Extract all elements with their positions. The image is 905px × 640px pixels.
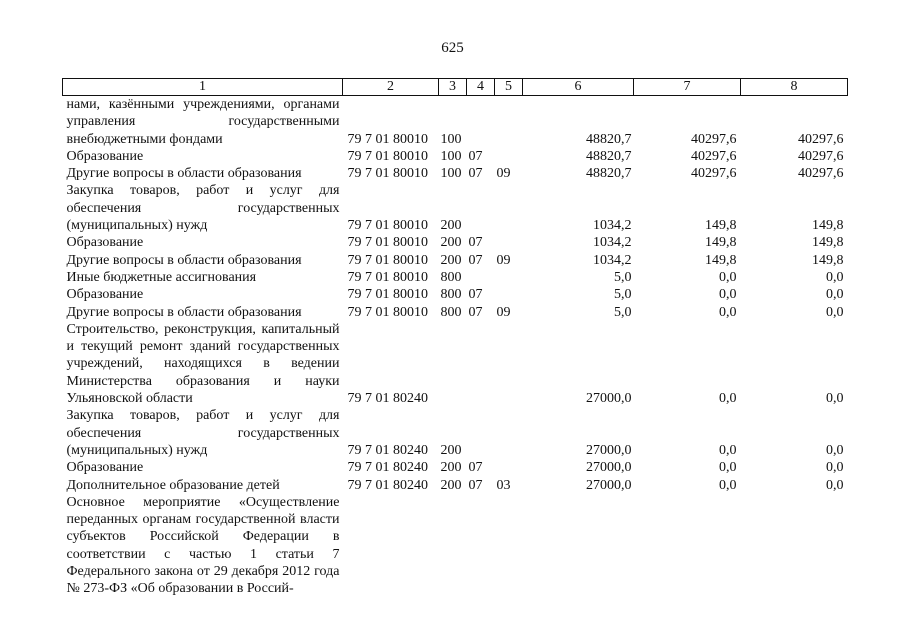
amount-col7-cell: 0,0 — [719, 269, 737, 285]
row-name-cell: Основное мероприятие «Осуществление переданных органам государственной власти субъектов Российской Федерации в соответствии с частью 1 статьи 7 Федерального закона от 29 декабря 2012 года № 273-ФЗ «Об образовании в Россий- — [66, 494, 340, 597]
budget-table — [62, 78, 848, 598]
subsection-cell — [495, 407, 523, 459]
subsection-cell — [495, 269, 523, 286]
subsection-cell — [495, 234, 523, 251]
amount-col6-cell: 1034,2 — [593, 252, 632, 268]
amount-col8-cell: 40297,6 — [798, 148, 844, 164]
table-row — [63, 304, 848, 321]
subsection-cell — [495, 321, 523, 407]
amount-col7-cell — [634, 494, 741, 598]
amount-col8-cell: 0,0 — [826, 287, 844, 303]
subsection-cell — [495, 494, 523, 598]
amount-col6-cell: 1034,2 — [593, 235, 632, 251]
table-row — [63, 252, 848, 269]
row-name-cell: Иные бюджетные ассигнования — [66, 269, 257, 285]
table-body — [63, 96, 848, 598]
expense-type-cell: 200 — [440, 235, 462, 251]
row-name-cell: Образование — [66, 287, 144, 303]
subsection-cell — [495, 286, 523, 303]
section-cell: 07 — [468, 477, 483, 493]
amount-col7-cell: 0,0 — [719, 304, 737, 320]
expense-type-cell: 200 — [440, 477, 462, 493]
table-row — [63, 96, 848, 148]
column-header-3: 3 — [439, 79, 467, 96]
expense-type-cell — [439, 321, 467, 407]
amount-col6-cell: 27000,0 — [586, 442, 632, 458]
amount-col6-cell: 5,0 — [614, 304, 632, 320]
row-name-cell: Образование — [66, 235, 144, 251]
amount-col6-cell: 48820,7 — [586, 166, 632, 182]
target-article-cell: 79 7 01 80010 — [347, 252, 428, 268]
row-name-cell: Другие вопросы в области образования — [66, 304, 302, 320]
expense-type-cell: 800 — [440, 304, 462, 320]
target-article-cell: 79 7 01 80240 — [347, 460, 428, 476]
amount-col8-cell: 0,0 — [826, 460, 844, 476]
amount-col7-cell: 0,0 — [719, 391, 737, 407]
amount-col8-cell: 0,0 — [826, 269, 844, 285]
table-row — [63, 234, 848, 251]
section-cell — [467, 407, 495, 459]
subsection-cell: 09 — [496, 166, 511, 182]
section-cell: 07 — [468, 460, 483, 476]
subsection-cell — [495, 148, 523, 165]
expense-type-cell: 100 — [440, 166, 462, 182]
column-header-5: 5 — [495, 79, 523, 96]
target-article-cell: 79 7 01 80010 — [347, 166, 428, 182]
table-row — [63, 321, 848, 407]
amount-col8-cell: 40297,6 — [798, 166, 844, 182]
table-row — [63, 477, 848, 494]
page-number: 625 — [441, 40, 464, 56]
expense-type-cell: 200 — [440, 460, 462, 476]
amount-col8-cell: 0,0 — [826, 442, 844, 458]
table-row — [63, 269, 848, 286]
amount-col7-cell: 40297,6 — [691, 131, 737, 147]
target-article-cell: 79 7 01 80010 — [347, 131, 428, 147]
amount-col8-cell — [741, 494, 848, 598]
amount-col7-cell: 40297,6 — [691, 148, 737, 164]
section-cell — [467, 269, 495, 286]
column-number-header-row — [63, 79, 848, 96]
row-name-cell: нами, казёнными учреждениями, органами управления государственными внебюджетными фондами — [66, 97, 340, 147]
subsection-cell: 09 — [496, 252, 511, 268]
amount-col7-cell: 149,8 — [705, 252, 737, 268]
subsection-cell — [495, 182, 523, 234]
row-name-cell: Закупка товаров, работ и услуг для обеспечения государственных (муниципальных) нужд — [66, 183, 340, 234]
row-name-cell: Образование — [66, 148, 144, 164]
amount-col6-cell: 5,0 — [614, 287, 632, 303]
section-cell: 07 — [468, 148, 483, 164]
column-header-1: 1 — [63, 79, 343, 96]
amount-col8-cell: 149,8 — [812, 235, 844, 251]
target-article-cell: 79 7 01 80240 — [347, 442, 428, 458]
subsection-cell — [495, 96, 523, 148]
table-row — [63, 494, 848, 598]
subsection-cell — [495, 459, 523, 476]
expense-type-cell — [439, 494, 467, 598]
expense-type-cell: 100 — [440, 131, 462, 147]
section-cell: 07 — [468, 287, 483, 303]
section-cell — [467, 321, 495, 407]
row-name-cell: Другие вопросы в области образования — [66, 252, 302, 268]
section-cell: 07 — [468, 235, 483, 251]
table-row — [63, 407, 848, 459]
section-cell: 07 — [468, 166, 483, 182]
amount-col6-cell: 27000,0 — [586, 460, 632, 476]
column-header-4: 4 — [467, 79, 495, 96]
section-cell — [467, 96, 495, 148]
amount-col7-cell: 0,0 — [719, 442, 737, 458]
expense-type-cell: 100 — [440, 148, 462, 164]
amount-col7-cell: 149,8 — [705, 218, 737, 234]
amount-col6-cell: 48820,7 — [586, 148, 632, 164]
amount-col7-cell: 149,8 — [705, 235, 737, 251]
column-header-6: 6 — [523, 79, 634, 96]
table-row — [63, 459, 848, 476]
table-row — [63, 182, 848, 234]
target-article-cell: 79 7 01 80010 — [347, 269, 428, 285]
expense-type-cell: 200 — [440, 442, 462, 458]
row-name-cell: Строительство, реконструкция, капитальный и текущий ремонт зданий государственных учреждений, находящихся в ведении Министерства образования и науки Ульяновской области — [66, 321, 340, 407]
amount-col6-cell: 27000,0 — [586, 477, 632, 493]
amount-col7-cell: 40297,6 — [691, 166, 737, 182]
section-cell: 07 — [468, 304, 483, 320]
amount-col8-cell: 0,0 — [826, 391, 844, 407]
table-row — [63, 286, 848, 303]
amount-col8-cell: 40297,6 — [798, 131, 844, 147]
table-row — [63, 148, 848, 165]
amount-col7-cell: 0,0 — [719, 287, 737, 303]
amount-col6-cell: 48820,7 — [586, 131, 632, 147]
target-article-cell: 79 7 01 80010 — [347, 304, 428, 320]
amount-col8-cell: 149,8 — [812, 252, 844, 268]
target-article-cell: 79 7 01 80010 — [347, 148, 428, 164]
table-row — [63, 165, 848, 182]
amount-col7-cell: 0,0 — [719, 477, 737, 493]
target-article-cell: 79 7 01 80010 — [347, 287, 428, 303]
subsection-cell: 09 — [496, 304, 511, 320]
section-cell — [467, 182, 495, 234]
expense-type-cell: 800 — [440, 287, 462, 303]
section-cell: 07 — [468, 252, 483, 268]
column-header-7: 7 — [634, 79, 741, 96]
column-header-8: 8 — [741, 79, 848, 96]
amount-col6-cell: 27000,0 — [586, 391, 632, 407]
amount-col6-cell: 1034,2 — [593, 218, 632, 234]
target-article-cell: 79 7 01 80240 — [347, 391, 428, 407]
target-article-cell: 79 7 01 80010 — [347, 218, 428, 234]
column-header-2: 2 — [343, 79, 439, 96]
row-name-cell: Закупка товаров, работ и услуг для обеспечения государственных (муниципальных) нужд — [66, 408, 340, 458]
amount-col6-cell — [523, 494, 634, 598]
expense-type-cell: 800 — [440, 269, 462, 285]
expense-type-cell: 200 — [440, 252, 462, 268]
subsection-cell: 03 — [496, 477, 511, 493]
row-name-cell: Другие вопросы в области образования — [66, 166, 302, 182]
section-cell — [467, 494, 495, 598]
amount-col8-cell: 149,8 — [812, 218, 844, 234]
amount-col8-cell: 0,0 — [826, 304, 844, 320]
amount-col6-cell: 5,0 — [614, 269, 632, 285]
amount-col7-cell: 0,0 — [719, 460, 737, 476]
target-article-cell — [343, 494, 439, 598]
amount-col8-cell: 0,0 — [826, 477, 844, 493]
expense-type-cell: 200 — [440, 218, 462, 234]
row-name-cell: Образование — [66, 460, 144, 476]
target-article-cell: 79 7 01 80010 — [347, 235, 428, 251]
target-article-cell: 79 7 01 80240 — [347, 477, 428, 493]
row-name-cell: Дополнительное образование детей — [66, 477, 280, 493]
